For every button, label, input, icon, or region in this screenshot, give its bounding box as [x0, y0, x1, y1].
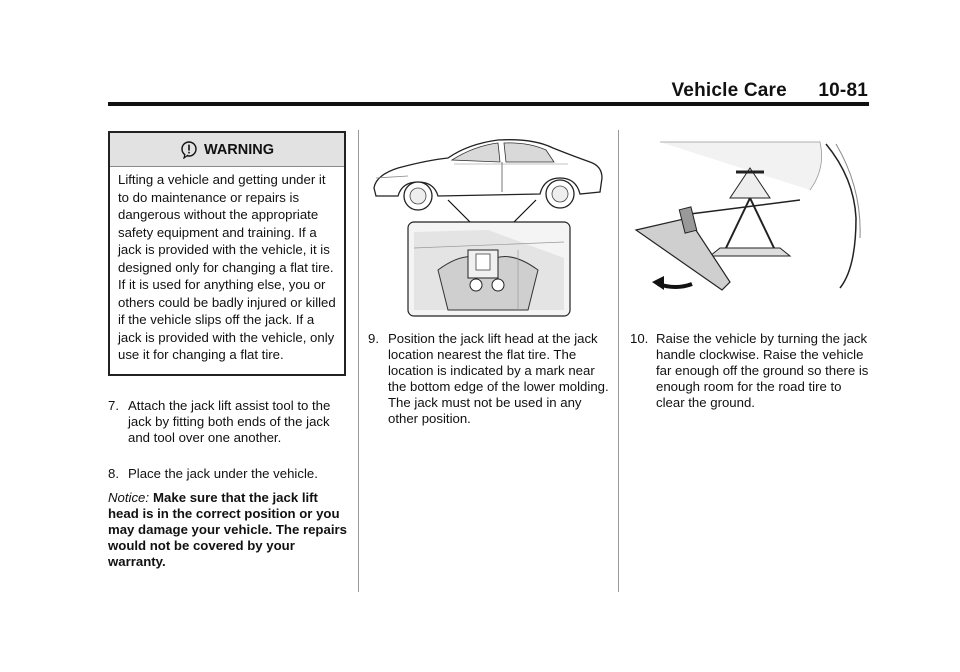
page-header — [671, 80, 868, 102]
step-number: 9. — [368, 331, 379, 346]
notice — [108, 490, 348, 570]
step-text: Position the jack lift head at the jack location nearest the flat tire. The location is indicated by a mark near the bottom edge of the lower molding. The jack must not be used in any other position. — [388, 331, 609, 426]
column-divider-1 — [358, 130, 359, 592]
page-number: 10-81 — [818, 80, 868, 101]
step-number: 7. — [108, 398, 119, 413]
step-text: Raise the vehicle by turning the jack handle clockwise. Raise the vehicle far enough off the ground so there is enough room for the road tire to clear the ground. — [656, 331, 869, 410]
column-divider-2 — [618, 130, 619, 592]
warning-icon — [180, 141, 198, 159]
step-9 — [368, 331, 613, 427]
step-8 — [108, 466, 353, 482]
warning-text: Lifting a vehicle and getting under it to do maintenance or repairs is dangerous without the appropriate safety equipment and training. If a jack is provided with the vehicle, it is designed only for changing a flat tire. If it is used for anything else, you or others could be badly injured or killed if the vehicle slips off the jack. If a jack is provided with the vehicle, only use it for changing a flat tire. — [118, 172, 336, 362]
step-7 — [108, 398, 348, 446]
jack-location-illustration — [368, 130, 606, 320]
header-rule — [108, 102, 869, 106]
step-text: Place the jack under the vehicle. — [128, 466, 318, 481]
jack-raising-illustration — [630, 138, 862, 302]
warning-box — [108, 131, 346, 376]
warning-title: WARNING — [203, 141, 275, 158]
notice-text: Make sure that the jack lift head is in the correct position or you may damage your vehicle. The repairs would not be covered by your warranty. — [108, 490, 347, 569]
step-10 — [630, 331, 870, 411]
step-text: Attach the jack lift assist tool to the jack by fitting both ends of the jack and tool over one another. — [128, 398, 331, 445]
warning-header — [110, 133, 344, 167]
section-title: Vehicle Care — [671, 80, 787, 101]
step-number: 8. — [108, 466, 119, 481]
step-number: 10. — [630, 331, 649, 346]
notice-label: Notice: — [108, 490, 150, 505]
